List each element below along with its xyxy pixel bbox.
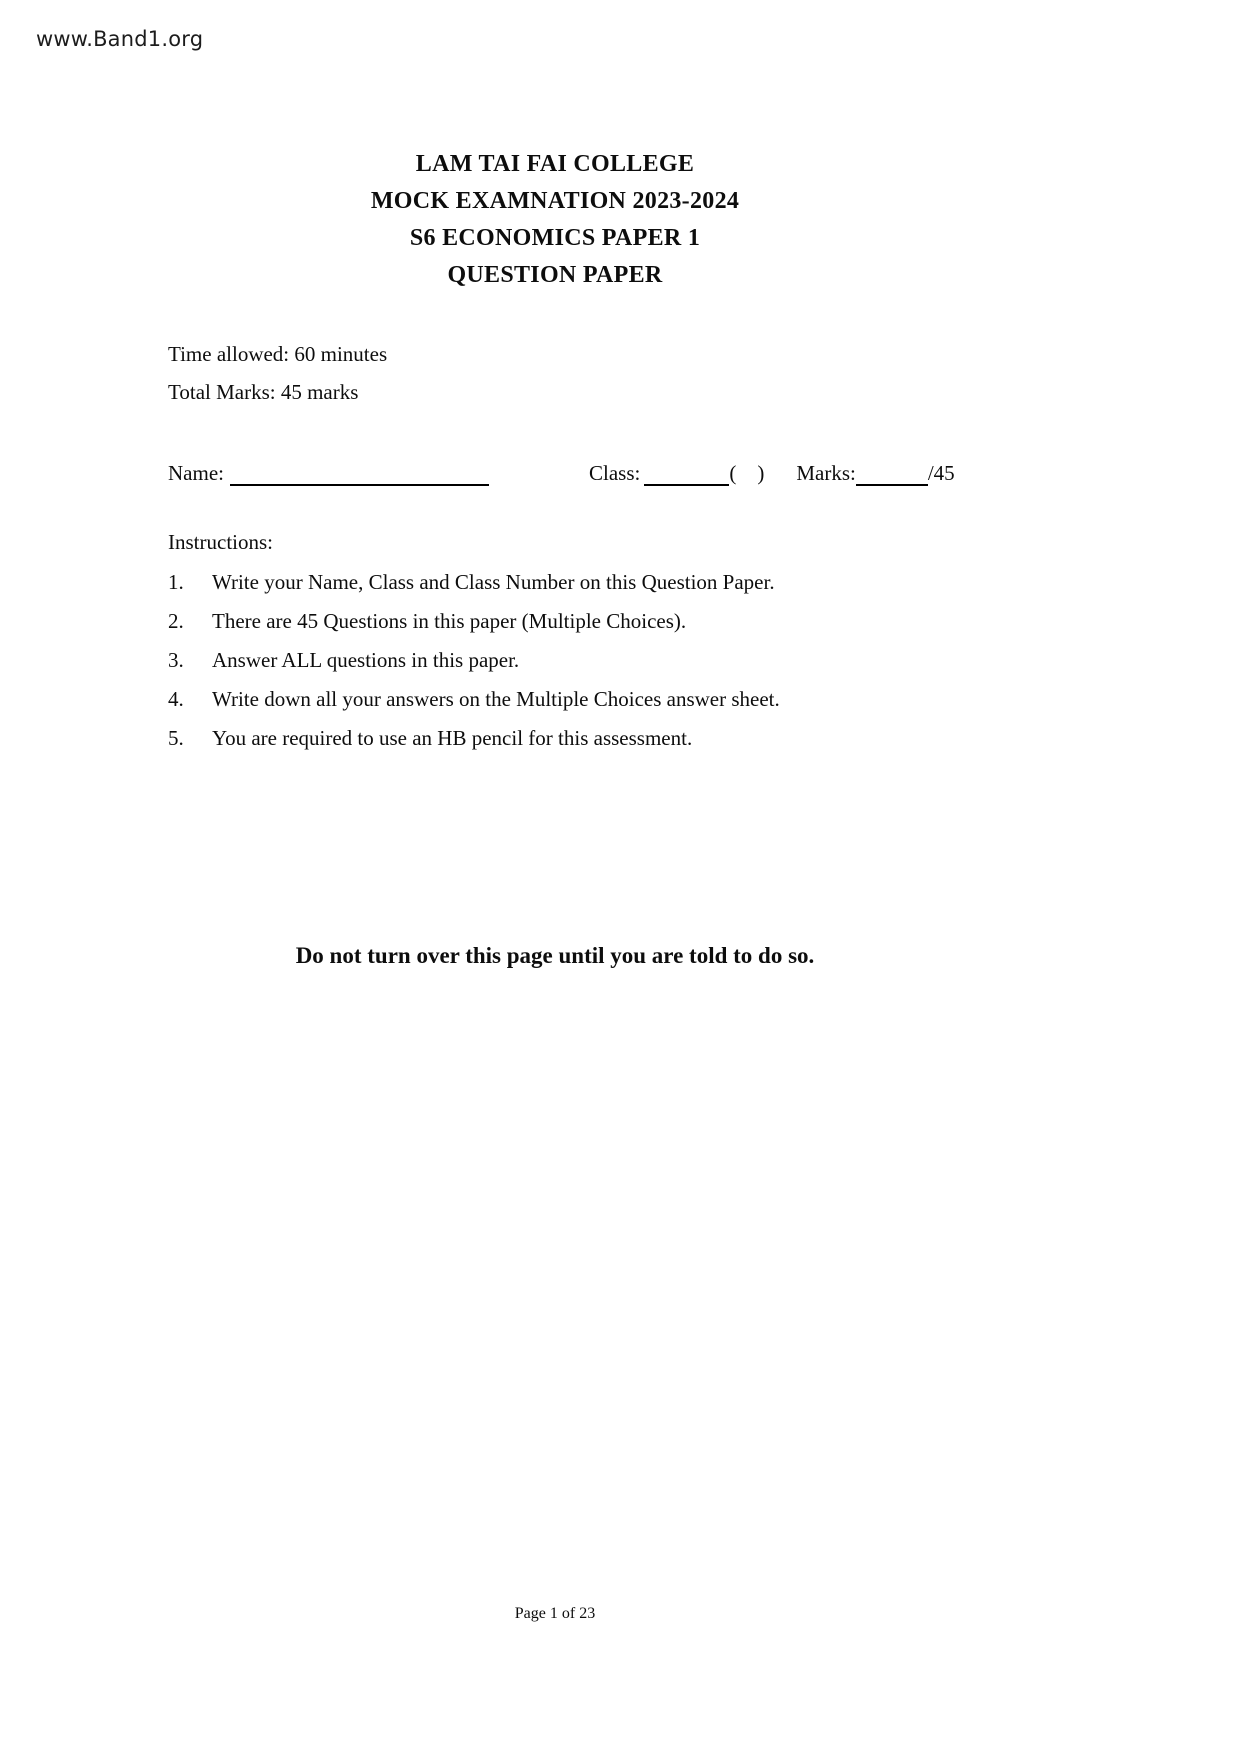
instruction-number: 5. — [168, 726, 184, 750]
instruction-item — [168, 646, 780, 674]
instruction-text: Write your Name, Class and Class Number on this Question Paper. — [212, 570, 775, 594]
instruction-item — [168, 607, 780, 635]
page-number-indicator: Page 1 of 23 — [514, 1605, 596, 1622]
time-allowed-text: Time allowed: 60 minutes — [168, 342, 388, 366]
name-fill-line — [230, 481, 489, 486]
watermark-url: www.Band1.org — [36, 27, 204, 51]
title-exam-name: MOCK EXAMNATION 2023-2024 — [370, 188, 740, 214]
instruction-item — [168, 568, 780, 596]
do-not-turn-over-notice: Do not turn over this page until you are told to do so. — [295, 943, 815, 968]
student-info-row — [168, 458, 955, 486]
instruction-number: 1. — [168, 570, 184, 594]
instruction-text: There are 45 Questions in this paper (Multiple Choices). — [212, 609, 687, 633]
marks-label: Marks: — [796, 461, 856, 485]
marks-fill-line — [856, 481, 928, 486]
exam-meta — [168, 336, 387, 411]
title-paper-type: QUESTION PAPER — [447, 262, 663, 288]
class-fill-line — [644, 481, 729, 486]
instruction-number: 4. — [168, 687, 184, 711]
class-label: Class: — [588, 461, 641, 485]
title-subject-paper: S6 ECONOMICS PAPER 1 — [409, 225, 701, 251]
title-block — [0, 146, 1110, 294]
name-label: Name: — [168, 461, 224, 485]
instruction-text: Answer ALL questions in this paper. — [212, 648, 520, 672]
instruction-number: 2. — [168, 609, 184, 633]
instructions-section — [168, 528, 780, 763]
instruction-item — [168, 724, 780, 752]
instruction-item — [168, 685, 780, 713]
instruction-number: 3. — [168, 648, 184, 672]
class-number-parentheses: ( ) — [729, 461, 765, 485]
instruction-text: Write down all your answers on the Multiple Choices answer sheet. — [212, 687, 780, 711]
instructions-heading: Instructions: — [168, 530, 273, 554]
instruction-text: You are required to use an HB pencil for this assessment. — [212, 726, 693, 750]
title-school-name: LAM TAI FAI COLLEGE — [415, 151, 695, 177]
total-marks-text: Total Marks: 45 marks — [168, 379, 359, 404]
marks-denominator: /45 — [927, 461, 955, 485]
